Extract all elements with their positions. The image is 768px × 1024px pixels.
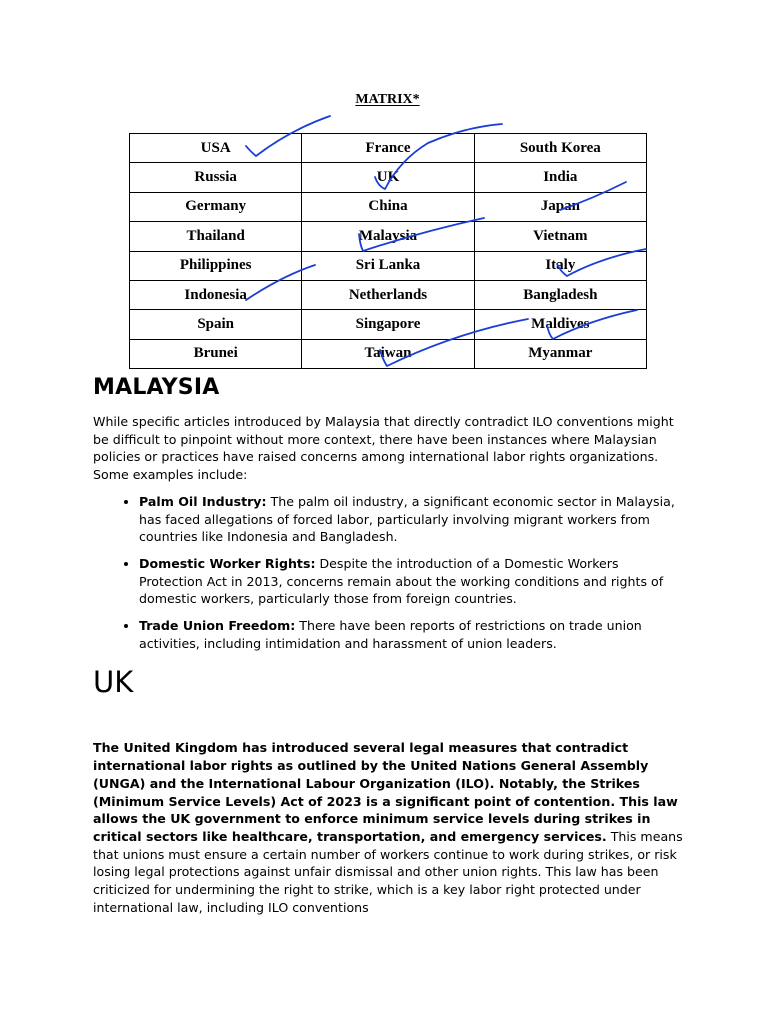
table-row xyxy=(130,192,647,221)
table-row xyxy=(130,222,647,251)
table-cell: Thailand xyxy=(130,222,302,251)
table-cell: Bangladesh xyxy=(474,280,646,309)
list-item-title: Domestic Worker Rights: xyxy=(139,555,316,571)
table-row xyxy=(130,339,647,368)
table-cell: Italy xyxy=(474,251,646,280)
list-item xyxy=(139,493,683,546)
table-cell: Maldives xyxy=(474,310,646,339)
table-row xyxy=(130,163,647,192)
malaysia-intro-paragraph: While specific articles introduced by Malaysia that directly contradict ILO conventions might be difficult to pinpoint without more context, there have been instances where Malaysian policies or practices have raised concerns among international labor rights organizations. Some examples include: xyxy=(93,414,674,483)
list-item-text: Despite the introduction of a Domestic Workers Protection Act in 2013, concerns remain about the working conditions and rights of domestic workers, particularly those from foreign countries. xyxy=(139,555,664,607)
matrix-title: MATRIX* xyxy=(355,92,420,107)
list-item-text: There have been reports of restrictions on trade union activities, including intimidation and harassment of union leaders. xyxy=(139,618,642,651)
table-cell: Brunei xyxy=(130,339,302,368)
table-cell: Netherlands xyxy=(302,280,474,309)
table-cell: Germany xyxy=(130,192,302,221)
section-heading-malaysia: MALAYSIA xyxy=(93,375,220,400)
table-cell: USA xyxy=(130,134,302,163)
table-row xyxy=(130,310,647,339)
list-item-title: Palm Oil Industry: xyxy=(139,493,267,509)
table-cell: South Korea xyxy=(474,134,646,163)
table-cell: India xyxy=(474,163,646,192)
uk-normal-text: This means that unions must ensure a certain number of workers continue to work during strikes, or risk losing legal protections against unfair dismissal and other union rights. This law has been criticized for undermining the right to strike, which is a key labor right protected under international law, including ILO conventions xyxy=(93,828,683,915)
table-cell: Russia xyxy=(130,163,302,192)
table-cell: Sri Lanka xyxy=(302,251,474,280)
table-cell: China xyxy=(302,192,474,221)
table-cell: Indonesia xyxy=(130,280,302,309)
list-item-title: Trade Union Freedom: xyxy=(139,618,296,634)
list-item xyxy=(139,617,683,652)
table-cell: Spain xyxy=(130,310,302,339)
table-cell: UK xyxy=(302,163,474,192)
table-cell: Philippines xyxy=(130,251,302,280)
table-row xyxy=(130,251,647,280)
list-item-text: The palm oil industry, a significant economic sector in Malaysia, has faced allegations of forced labor, particularly involving migrant workers from countries like Indonesia and Bangladesh. xyxy=(139,493,675,545)
table-cell: Taiwan xyxy=(302,339,474,368)
uk-paragraph xyxy=(93,739,683,916)
table-cell: Malaysia xyxy=(302,222,474,251)
table-cell: Vietnam xyxy=(474,222,646,251)
list-item xyxy=(139,555,683,608)
uk-bold-text: The United Kingdom has introduced several legal measures that contradict international labor rights as outlined by the United Nations General Assembly (UNGA) and the International Labour Organization (ILO). Notably, the Strikes (Minimum Service Levels) Act of 2023 is a significant point of contention. This law allows the UK government to enforce minimum service levels during strikes in critical sectors like healthcare, transportation, and emergency services. xyxy=(93,740,678,844)
table-cell: France xyxy=(302,134,474,163)
table-cell: Myanmar xyxy=(474,339,646,368)
table-row xyxy=(130,280,647,309)
section-heading-uk: UK xyxy=(93,665,134,700)
country-matrix-table xyxy=(129,133,647,369)
document-body xyxy=(93,372,683,916)
table-cell: Singapore xyxy=(302,310,474,339)
table-row xyxy=(130,134,647,163)
malaysia-examples-list xyxy=(93,493,683,653)
table-cell: Japan xyxy=(474,192,646,221)
